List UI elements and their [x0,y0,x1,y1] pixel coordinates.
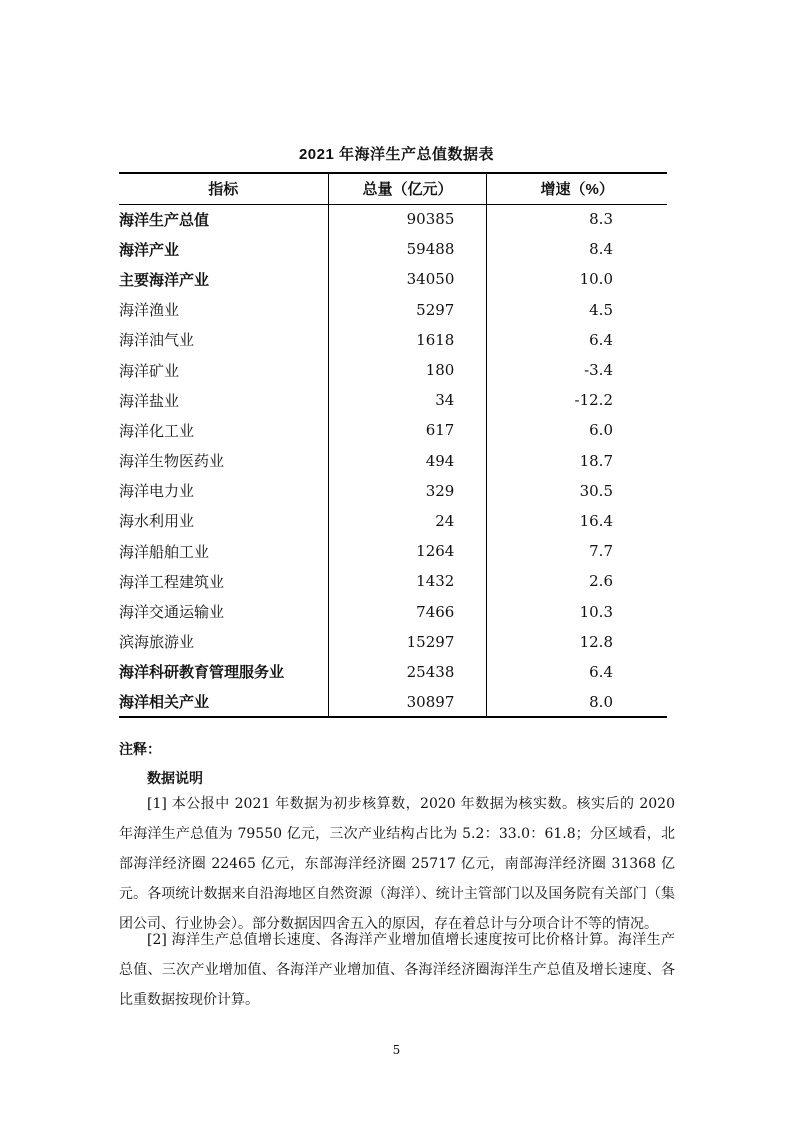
ocean-gdp-table [119,172,667,718]
notes-label: 注释： [119,741,161,757]
row-total: 494 [328,446,487,476]
row-name: 海洋科研教育管理服务业 [119,664,285,682]
header-growth: 增速（%） [487,173,667,204]
row-total: 1432 [328,566,487,596]
row-growth: 8.4 [487,234,667,264]
row-growth: 18.7 [487,446,667,476]
row-total: 34050 [328,264,487,294]
row-growth: 10.3 [487,596,667,626]
note-paragraph-2: [2] 海洋生产总值增长速度、各海洋产业增加值增长速度按可比价格计算。海洋生产总值、三次产业增加值、各海洋产业增加值、各海洋经济圈海洋生产总值及增长速度、各比重数据按现价计算。 [119,932,675,1008]
note-paragraph-1: [1] 本公报中 2021 年数据为初步核算数，2020 年数据为核实数。核实后的 2020 年海洋生产总值为 79550 亿元，三次产业结构占比为 5.2：33.0：61.8；分区域看，北部海洋经济圈 22465 亿元，东部海洋经济圈 25717 亿元，南部海洋经济圈 31368 亿元。各项统计数据来自沿海地区自然资源（海洋）、统计主管部门以及国务院有关部门（集团公司、行业协会）。部分数据因四舍五入的原因，存在着总计与分项合计不等的情况。 [119,796,675,932]
table-row [119,355,667,385]
row-growth: 6.4 [487,657,667,687]
table-row [119,596,667,626]
table-row [119,657,667,687]
row-name: 海洋化工业 [119,421,195,440]
row-growth: 16.4 [487,506,667,536]
table-row [119,687,667,717]
table-row [119,325,667,355]
row-name: 海洋生产总值 [119,211,210,229]
row-total: 1264 [328,536,487,566]
row-name: 海洋相关产业 [119,687,328,717]
table-row [119,627,667,657]
row-growth: 30.5 [487,476,667,506]
page-number: 5 [392,1043,401,1057]
notes-heading: 数据说明 [147,770,203,786]
row-total: 329 [328,476,487,506]
row-growth: 6.0 [487,415,667,445]
row-name: 海洋电力业 [119,482,195,501]
header-total: 总量（亿元） [328,173,487,204]
row-name: 海洋渔业 [119,301,180,320]
row-growth: -3.4 [487,355,667,385]
row-name: 海洋油气业 [119,331,195,350]
row-total: 90385 [328,204,487,234]
row-total: 59488 [328,234,487,264]
table-row [119,415,667,445]
table-row [119,264,667,294]
header-indicator: 指标 [119,173,328,204]
row-name: 海洋交通运输业 [119,603,225,622]
row-total: 1618 [328,325,487,355]
table-header-row [119,173,667,204]
row-total: 5297 [328,295,487,325]
table-row [119,566,667,596]
table-row [119,476,667,506]
table-row [119,295,667,325]
row-growth: 2.6 [487,566,667,596]
row-name: 海洋产业 [119,241,180,259]
row-name: 海洋盐业 [119,391,180,410]
row-name: 海洋矿业 [119,361,180,380]
row-name: 海洋船舶工业 [119,542,210,561]
row-name: 滨海旅游业 [119,633,195,652]
row-name: 海水利用业 [119,512,195,531]
row-growth: -12.2 [487,385,667,415]
table-row [119,536,667,566]
row-total: 180 [328,355,487,385]
row-total: 30897 [328,687,487,717]
table-title: 2021 年海洋生产总值数据表 [298,146,495,163]
row-growth: 8.0 [487,687,667,717]
row-name: 主要海洋产业 [119,271,210,289]
table-row [119,234,667,264]
row-name: 海洋工程建筑业 [119,572,225,591]
row-total: 7466 [328,596,487,626]
row-growth: 10.0 [487,264,667,294]
row-growth: 4.5 [487,295,667,325]
row-total: 34 [328,385,487,415]
row-total: 617 [328,415,487,445]
row-total: 25438 [328,657,487,687]
table-row [119,506,667,536]
row-growth: 7.7 [487,536,667,566]
table-row [119,204,667,234]
table-row [119,385,667,415]
row-name: 海洋生物医药业 [119,452,225,471]
row-growth: 12.8 [487,627,667,657]
row-growth: 8.3 [487,204,667,234]
row-total: 24 [328,506,487,536]
row-growth: 6.4 [487,325,667,355]
table-row [119,446,667,476]
row-total: 15297 [328,627,487,657]
